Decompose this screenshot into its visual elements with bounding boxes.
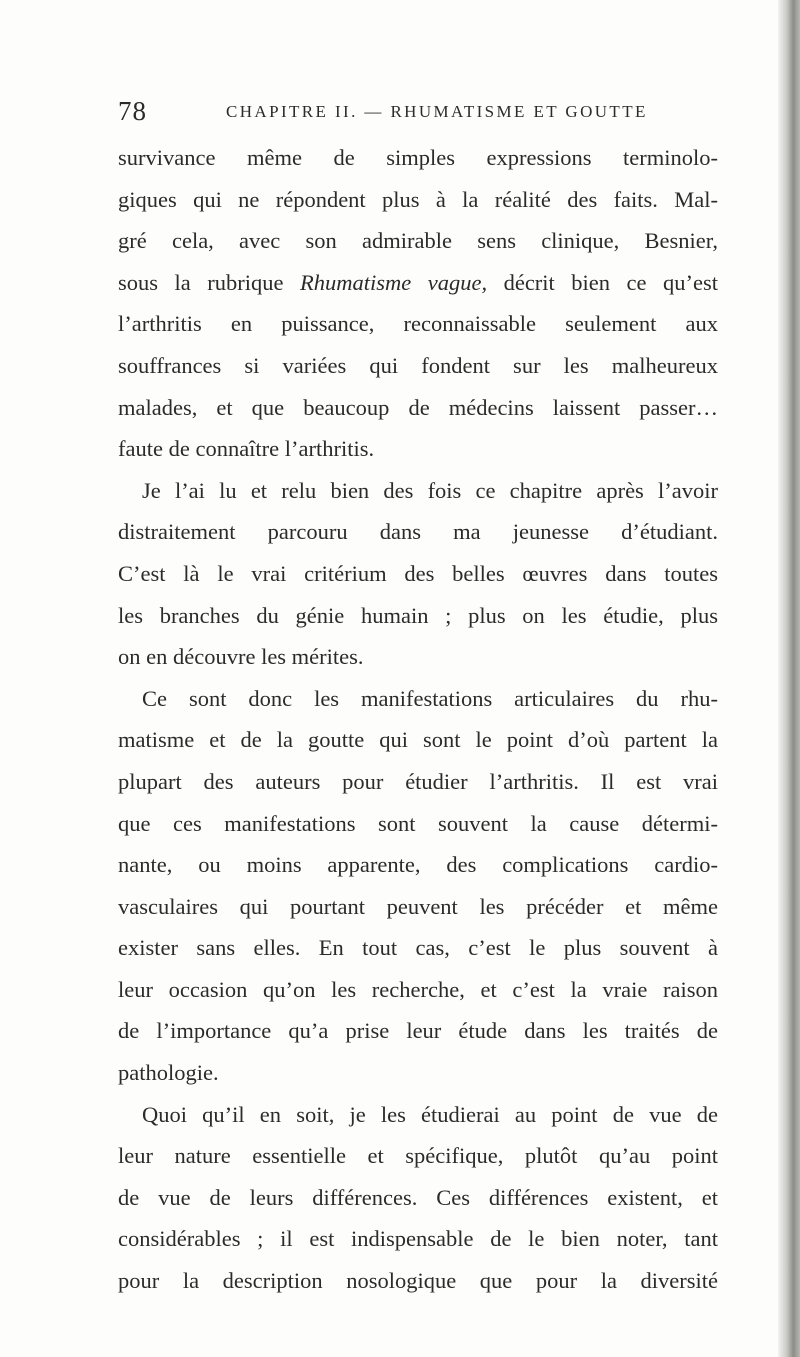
text-line: leur nature essentielle et spécifique, plutôt qu’au point: [118, 1143, 718, 1169]
text-line: Quoi qu’il en soit, je les étudierai au point de vue de: [142, 1101, 718, 1127]
body-text: [118, 137, 718, 1302]
text-line: de l’importance qu’a prise leur étude dans les traités de: [118, 1018, 718, 1044]
text-line: Ce sont donc les manifestations articulaires du rhu-: [142, 685, 718, 711]
page-number: 78: [118, 96, 147, 126]
text-line: exister sans elles. En tout cas, c’est le plus souvent à: [118, 935, 718, 961]
text-line: matisme et de la goutte qui sont le point d’où partent la: [118, 727, 718, 753]
running-title: CHAPITRE II. — RHUMATISME ET GOUTTE: [226, 102, 648, 121]
text-line: on en découvre les mérites.: [118, 644, 364, 670]
page-edge: [778, 0, 800, 1357]
text-line: vasculaires qui pourtant peuvent les précéder et même: [118, 893, 718, 919]
text-line: l’arthritis en puissance, reconnaissable seulement aux: [118, 311, 718, 337]
text-line: C’est là le vrai critérium des belles œuvres dans toutes: [118, 560, 718, 586]
text-line: giques qui ne répondent plus à la réalité des faits. Mal-: [118, 186, 718, 212]
italic-title: Rhumatisme vague,: [299, 269, 488, 295]
text-line: leur occasion qu’on les recherche, et c’est la vraie raison: [118, 976, 718, 1002]
text-line: distraitement parcouru dans ma jeunesse d’étudiant.: [118, 519, 718, 545]
text-line: considérables ; il est indispensable de le bien noter, tant: [118, 1226, 718, 1252]
text-line: les branches du génie humain ; plus on les étudie, plus: [118, 602, 718, 628]
text-line: nante, ou moins apparente, des complications cardio-: [118, 852, 718, 878]
text-segment: décrit bien ce qu’est: [487, 269, 718, 295]
page-header: [118, 96, 718, 130]
text-line: pathologie.: [118, 1060, 219, 1086]
text-line: que ces manifestations sont souvent la cause détermi-: [118, 810, 718, 836]
text-line: plupart des auteurs pour étudier l’arthritis. Il est vrai: [118, 768, 718, 794]
text-line: souffrances si variées qui fondent sur les malheureux: [118, 352, 718, 378]
text-segment: sous la rubrique: [118, 269, 300, 295]
text-line: pour la description nosologique que pour la diversité: [118, 1268, 718, 1294]
text-line: Je l’ai lu et relu bien des fois ce chapitre après l’avoir: [142, 477, 718, 503]
text-line: survivance même de simples expressions terminolo-: [118, 145, 718, 170]
text-line: malades, et que beaucoup de médecins laissent passer…: [118, 394, 718, 420]
text-line: [118, 262, 718, 304]
text-line: de vue de leurs différences. Ces différences existent, et: [118, 1184, 718, 1210]
text-line: faute de connaître l’arthritis.: [118, 436, 375, 462]
text-line: gré cela, avec son admirable sens clinique, Besnier,: [118, 228, 718, 254]
